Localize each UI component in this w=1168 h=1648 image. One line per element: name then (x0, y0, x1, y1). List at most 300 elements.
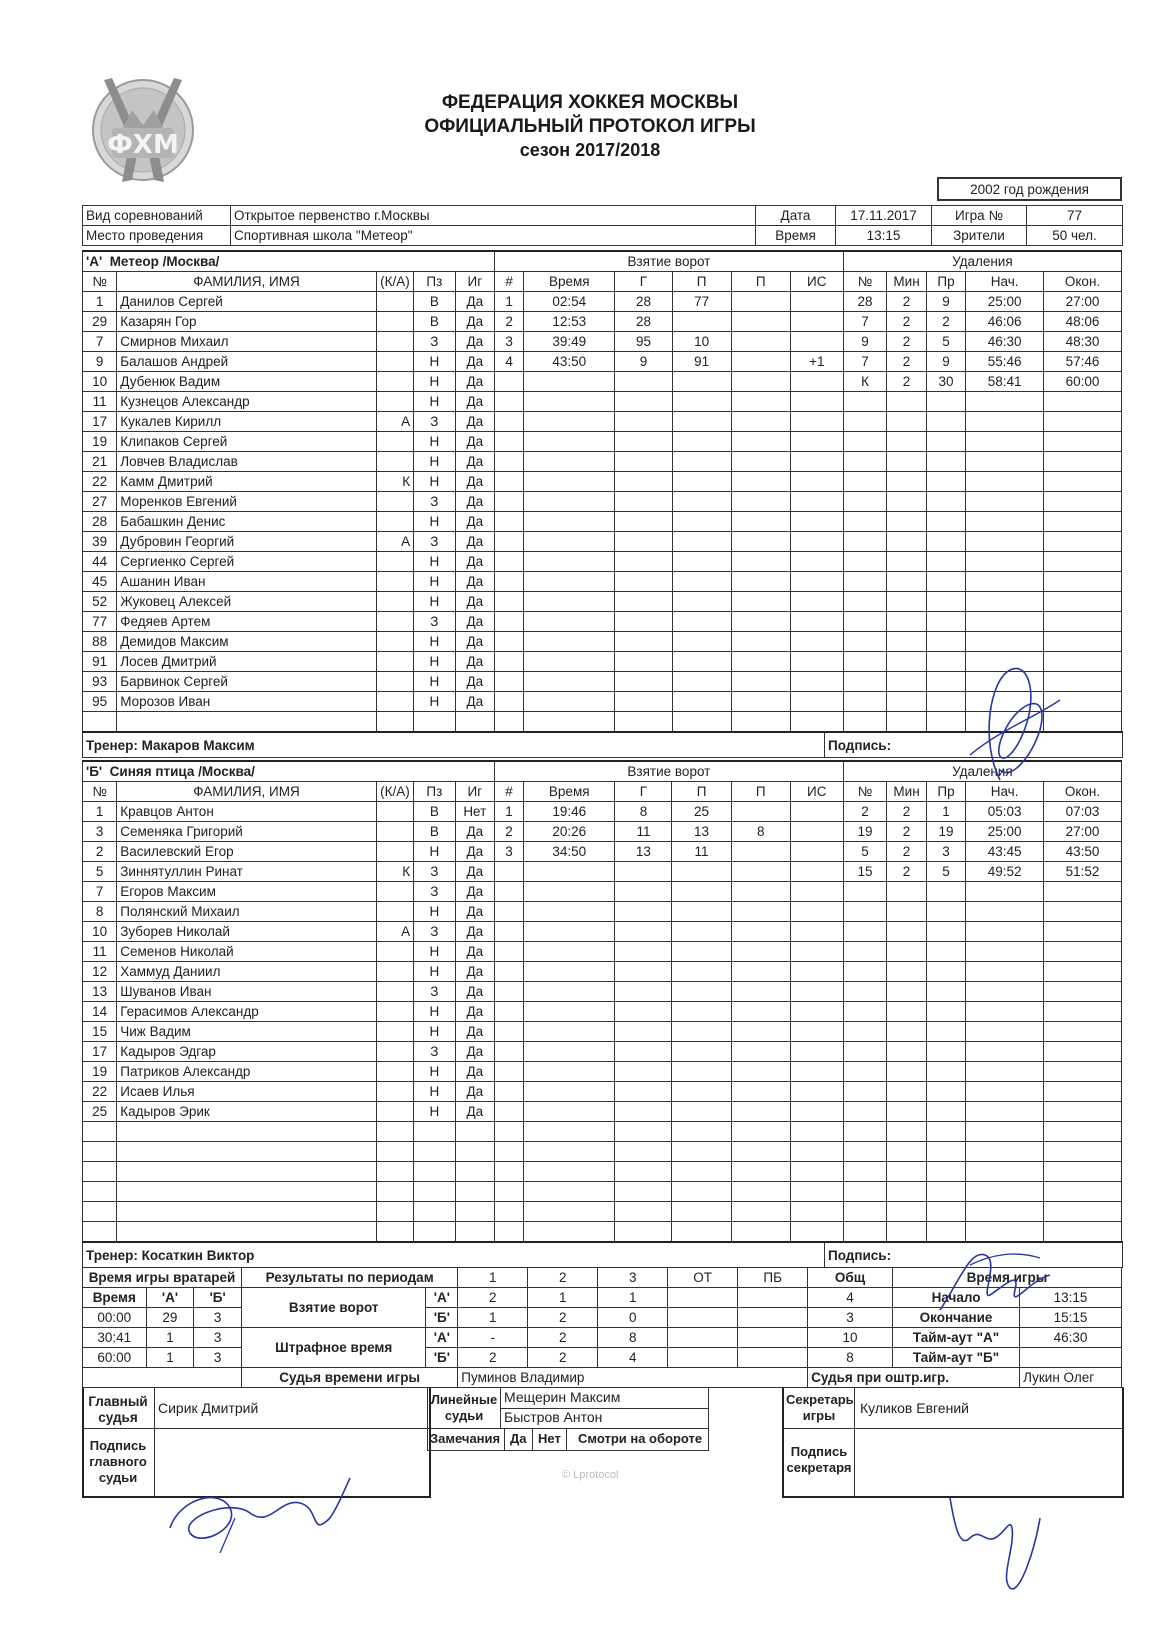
team-a-player-position: З (414, 492, 456, 512)
team-b-empty-cell (966, 1062, 1044, 1082)
team-b-empty-cell (887, 942, 926, 962)
team-a-empty-cell (1044, 592, 1122, 612)
team-b-table-row (83, 922, 1122, 942)
team-a-goal-situation (790, 292, 843, 312)
team-b-empty-cell (672, 1202, 731, 1222)
goalie-b-header: 'Б' (194, 1288, 242, 1308)
pen-b-ot (668, 1348, 738, 1368)
federation-logo (82, 70, 204, 194)
team-b-empty-cell (455, 1122, 494, 1142)
team-b-empty-cell (843, 1002, 887, 1022)
team-b-empty-cell (524, 1222, 615, 1242)
team-a-empty-cell (524, 632, 615, 652)
team-a-player-number: 88 (83, 632, 117, 652)
goals-team-b-code: 'Б' (426, 1308, 458, 1328)
team-a-empty-cell (672, 372, 731, 392)
team-a-player-played: Да (455, 592, 494, 612)
team-a-empty-cell (495, 492, 524, 512)
team-b-empty-cell (731, 1222, 790, 1242)
team-a-empty-cell (495, 512, 524, 532)
team-b-empty-cell (887, 1182, 926, 1202)
team-b-empty-cell (731, 1102, 790, 1122)
team-a-empty-cell (790, 512, 843, 532)
team-a-empty-cell (672, 572, 731, 592)
team-a-empty-cell (790, 572, 843, 592)
linesman-2: Быстров Антон (504, 1409, 603, 1425)
team-a-empty-cell (843, 592, 887, 612)
team-b-empty-cell (376, 1222, 413, 1242)
team-b-penalty-minutes: 2 (887, 822, 926, 842)
team-b-penalty-minutes: 2 (887, 842, 926, 862)
team-b-player-position: В (414, 802, 456, 822)
linesmen-label: Линейные судьи (430, 1392, 498, 1423)
team-b-empty-cell (83, 1202, 117, 1222)
team-a-empty-cell (790, 672, 843, 692)
team-b-empty-cell (926, 1102, 965, 1122)
team-b-empty-cell (376, 1182, 413, 1202)
team-b-empty-cell (414, 1182, 456, 1202)
team-b-empty-cell (887, 1222, 926, 1242)
team-a-player-played: Да (455, 332, 494, 352)
team-a-empty-cell (966, 492, 1044, 512)
team-b-player-name: Василевский Егор (117, 842, 376, 862)
team-a-goal-number: 4 (495, 352, 524, 372)
team-a-empty-cell (615, 572, 672, 592)
team-a-empty-cell (83, 712, 117, 732)
team-b-player-position: З (414, 922, 456, 942)
team-b-empty-cell (414, 1122, 456, 1142)
team-b-empty-cell (1044, 922, 1122, 942)
team-a-empty-cell (615, 532, 672, 552)
team-b-empty-cell (414, 1202, 456, 1222)
team-a-empty-cell (524, 392, 615, 412)
team-b-empty-cell (790, 1182, 843, 1202)
team-b-empty-cell (615, 1022, 672, 1042)
team-a-player-name: Кузнецов Александр (117, 392, 376, 412)
team-b-player-position: Н (414, 942, 456, 962)
team-a-empty-cell (1044, 432, 1122, 452)
team-b-empty-cell (615, 882, 672, 902)
team-b-empty-cell (966, 1162, 1044, 1182)
team-a-player-number: 10 (83, 372, 117, 392)
team-a-empty-cell (887, 712, 926, 732)
team-a-empty-cell (495, 612, 524, 632)
team-b-empty-cell (966, 962, 1044, 982)
team-a-empty-cell (1044, 392, 1122, 412)
team-b-player-number: 19 (83, 1062, 117, 1082)
team-a-col-name: ФАМИЛИЯ, ИМЯ (117, 272, 376, 292)
team-a-empty-cell (966, 672, 1044, 692)
team-b-empty-cell (843, 942, 887, 962)
team-a-goal-number: 2 (495, 312, 524, 332)
time-value: 13:15 (836, 226, 932, 246)
team-b-empty-cell (495, 962, 524, 982)
team-a-player-number: 1 (83, 292, 117, 312)
team-b-empty-cell (966, 982, 1044, 1002)
team-a-empty-cell (926, 512, 965, 532)
team-a-empty-cell (672, 472, 731, 492)
team-b-empty-cell (966, 1182, 1044, 1202)
team-b-table-row (83, 1022, 1122, 1042)
team-b-penalty-number: 15 (843, 862, 887, 882)
team-b-goal-situation (790, 822, 843, 842)
team-b-empty-cell (731, 882, 790, 902)
team-a-sign-label: Подпись: (825, 732, 1123, 758)
team-b-empty-cell (843, 1122, 887, 1142)
team-a-empty-cell (731, 532, 790, 552)
team-b-empty-cell (926, 1122, 965, 1142)
team-b-empty-cell (887, 982, 926, 1002)
team-a-empty-cell (672, 432, 731, 452)
start-label: Начало (892, 1288, 1019, 1308)
team-a-player-role (376, 352, 413, 372)
season-title: сезон 2017/2018 (519, 140, 661, 160)
team-b-empty-cell (966, 1022, 1044, 1042)
team-b-player-played: Да (455, 962, 494, 982)
team-b-empty-cell (672, 1182, 731, 1202)
team-a-player-number: 11 (83, 392, 117, 412)
team-a-player-role (376, 452, 413, 472)
team-b-empty-cell (843, 902, 887, 922)
team-a-empty-cell (887, 652, 926, 672)
team-a-empty-cell (495, 632, 524, 652)
team-b-empty-cell (414, 1162, 456, 1182)
protocol-title: ОФИЦИАЛЬНЫЙ ПРОТОКОЛ ИГРЫ (424, 116, 756, 137)
team-b-empty-cell (495, 922, 524, 942)
team-a-goal-time: 02:54 (524, 292, 615, 312)
overtime-header: ОТ (668, 1268, 738, 1288)
team-a-empty-cell (495, 472, 524, 492)
team-b-player-name: Кадыров Эрик (117, 1102, 376, 1122)
team-a-player-number: 29 (83, 312, 117, 332)
team-a-empty-cell (887, 672, 926, 692)
team-b-coach-row (82, 1241, 1123, 1268)
team-a-empty-cell (495, 452, 524, 472)
team-a-player-number: 39 (83, 532, 117, 552)
team-b-empty-cell (731, 1042, 790, 1062)
team-a-player-played: Да (455, 472, 494, 492)
team-a-table-row (83, 512, 1122, 532)
team-a-penalty-start: 55:46 (966, 352, 1044, 372)
team-b-penalty-minutes: 2 (887, 862, 926, 882)
team-b-empty-cell (455, 1182, 494, 1202)
team-a-empty-cell (524, 432, 615, 452)
team-b-empty-cell (731, 1002, 790, 1022)
team-a-player-position: Н (414, 352, 456, 372)
game-time-title: Время игры (892, 1268, 1121, 1288)
team-b-empty-cell (731, 1142, 790, 1162)
spectators-label: Зрители (932, 226, 1027, 246)
team-b-empty-cell (731, 942, 790, 962)
team-a-empty-cell (731, 472, 790, 492)
team-a-empty-cell (843, 572, 887, 592)
team-a-player-name: Камм Дмитрий (117, 472, 376, 492)
team-b-empty-cell (926, 902, 965, 922)
team-b-player-number: 2 (83, 842, 117, 862)
team-a-goal-situation (790, 312, 843, 332)
team-b-empty-cell (926, 922, 965, 942)
team-b-penalty-minutes: 2 (887, 802, 926, 822)
team-b-empty-cell (672, 1042, 731, 1062)
team-b-goal-time: 34:50 (524, 842, 615, 862)
team-b-empty-cell (966, 1222, 1044, 1242)
start-value: 13:15 (1020, 1288, 1122, 1308)
team-a-empty-cell (887, 392, 926, 412)
team-a-player-name: Лосев Дмитрий (117, 652, 376, 672)
team-a-empty-cell (672, 712, 731, 732)
team-a-empty-cell (524, 372, 615, 392)
team-a-empty-cell (926, 632, 965, 652)
pen-a-p3: 8 (598, 1328, 668, 1348)
team-a-empty-cell (966, 472, 1044, 492)
team-b-empty-cell (790, 902, 843, 922)
team-b-empty-cell (455, 1222, 494, 1242)
team-a-empty-cell (495, 672, 524, 692)
team-a-player-position: З (414, 532, 456, 552)
team-b-empty-cell (414, 1222, 456, 1242)
team-a-player-number: 77 (83, 612, 117, 632)
team-b-empty-cell (495, 862, 524, 882)
goalie-row-a: 1 (146, 1348, 194, 1368)
goals-a-pb (738, 1288, 808, 1308)
pen-b-pb (738, 1348, 808, 1368)
team-b-player-role (376, 1002, 413, 1022)
team-b-player-position: Н (414, 962, 456, 982)
team-a-empty-cell (524, 412, 615, 432)
team-b-goal-assist-2 (731, 842, 790, 862)
team-a-empty-cell (926, 692, 965, 712)
team-b-empty-cell (117, 1142, 376, 1162)
team-a-empty-cell (843, 692, 887, 712)
team-b-empty-cell (887, 1042, 926, 1062)
team-a-empty-cell (887, 532, 926, 552)
team-b-empty-cell (615, 942, 672, 962)
team-b-col-g: Г (615, 782, 672, 802)
game-info (82, 205, 1123, 246)
team-a-empty-cell (615, 612, 672, 632)
team-b-empty-cell (615, 1082, 672, 1102)
team-b-player-role (376, 1022, 413, 1042)
date-label: Дата (756, 206, 836, 226)
team-b-empty-cell (926, 882, 965, 902)
team-b-empty-cell (1044, 1142, 1122, 1162)
team-b-player-number: 5 (83, 862, 117, 882)
end-value: 15:15 (1020, 1308, 1122, 1328)
team-a-empty-cell (615, 672, 672, 692)
team-b-player-played: Да (455, 982, 494, 1002)
team-b-player-position: В (414, 822, 456, 842)
team-b-empty-cell (495, 1082, 524, 1102)
timeout-b-label: Тайм-аут "Б" (892, 1348, 1019, 1368)
goals-a-ot (668, 1288, 738, 1308)
team-b-empty-cell (376, 1202, 413, 1222)
competition-value: Открытое первенство г.Москвы (231, 206, 756, 226)
team-a-player-played: Да (455, 652, 494, 672)
date-value: 17.11.2017 (836, 206, 932, 226)
team-a-empty-cell (731, 652, 790, 672)
team-b-table-row (83, 1082, 1122, 1102)
team-b-player-played: Да (455, 922, 494, 942)
team-a-empty-cell (790, 532, 843, 552)
team-a-empty-cell (731, 492, 790, 512)
team-b-player-played: Да (455, 1102, 494, 1122)
team-a-player-played: Да (455, 612, 494, 632)
team-a-penalty-minutes: 2 (887, 332, 926, 352)
team-a-table-row (83, 712, 1122, 732)
pen-a-pb (738, 1328, 808, 1348)
team-a-empty-cell (376, 712, 413, 732)
team-a-table-row (83, 652, 1122, 672)
team-a-empty-cell (495, 652, 524, 672)
team-b-penalty-number: 2 (843, 802, 887, 822)
team-b-table-row (83, 1122, 1122, 1142)
team-a-player-position: В (414, 312, 456, 332)
period-2-header: 2 (528, 1268, 598, 1288)
pen-a-ot (668, 1328, 738, 1348)
team-b-table-row (83, 1182, 1122, 1202)
team-a-player-role (376, 572, 413, 592)
team-a-player-played: Да (455, 372, 494, 392)
team-b-empty-cell (524, 1142, 615, 1162)
team-a-goal-scorer: 9 (615, 352, 672, 372)
team-b-empty-cell (843, 962, 887, 982)
team-a-empty-cell (731, 692, 790, 712)
team-b-empty-cell (495, 1022, 524, 1042)
team-a-table (82, 250, 1122, 732)
team-b-empty-cell (495, 1102, 524, 1122)
team-a-empty-cell (887, 632, 926, 652)
team-a-empty-cell (887, 552, 926, 572)
team-b-table-row (83, 1222, 1122, 1242)
team-b-player-name: Хаммуд Даниил (117, 962, 376, 982)
team-a-coach: Тренер: Макаров Максим (83, 732, 825, 758)
team-a-empty-cell (495, 432, 524, 452)
team-b-empty-cell (790, 1042, 843, 1062)
team-b-empty-cell (731, 1202, 790, 1222)
team-a-player-name: Клипаков Сергей (117, 432, 376, 452)
team-b-empty-cell (615, 1142, 672, 1162)
team-a-player-played: Да (455, 572, 494, 592)
team-b-empty-cell (495, 1002, 524, 1022)
team-a-goal-number: 3 (495, 332, 524, 352)
team-b-empty-cell (887, 1202, 926, 1222)
team-b-player-position: Н (414, 842, 456, 862)
team-a-goal-assist-2 (731, 352, 790, 372)
team-a-empty-cell (926, 712, 965, 732)
team-b-player-position: Н (414, 902, 456, 922)
team-a-empty-cell (1044, 672, 1122, 692)
team-b-empty-cell (790, 982, 843, 1002)
team-b-empty-cell (615, 1062, 672, 1082)
team-a-col-p2: П (731, 272, 790, 292)
team-a-goal-scorer: 28 (615, 292, 672, 312)
team-b-empty-cell (790, 1142, 843, 1162)
team-a-empty-cell (887, 512, 926, 532)
goalie-a-header: 'А' (146, 1288, 194, 1308)
team-a-penalty-start: 46:06 (966, 312, 1044, 332)
team-a-penalty-end: 57:46 (1044, 352, 1122, 372)
team-a-player-role (376, 512, 413, 532)
team-b-empty-cell (615, 902, 672, 922)
team-b-empty-cell (1044, 1202, 1122, 1222)
team-a-player-role (376, 432, 413, 452)
team-b-penalty-end: 27:00 (1044, 822, 1122, 842)
team-a-empty-cell (524, 692, 615, 712)
team-a-table-row (83, 372, 1122, 392)
team-a-player-number: 7 (83, 332, 117, 352)
team-a-empty-cell (887, 452, 926, 472)
goals-b-p1: 1 (458, 1308, 528, 1328)
team-a-empty-cell (495, 572, 524, 592)
team-b-player-position: Н (414, 1002, 456, 1022)
team-a-empty-cell (672, 412, 731, 432)
secretary-box (782, 1387, 1124, 1498)
team-a-empty-cell (790, 412, 843, 432)
team-b-penalty-end: 51:52 (1044, 862, 1122, 882)
team-a-penalty-number: 28 (843, 292, 887, 312)
team-b-empty-cell (495, 1142, 524, 1162)
team-b-penalty-end: 07:03 (1044, 802, 1122, 822)
team-a-table-row (83, 612, 1122, 632)
team-b-player-position: Н (414, 1022, 456, 1042)
team-b-col-p2: П (731, 782, 790, 802)
team-a-player-name: Ашанин Иван (117, 572, 376, 592)
team-b-empty-cell (524, 1102, 615, 1122)
team-b-empty-cell (495, 1122, 524, 1142)
team-a-empty-cell (615, 712, 672, 732)
team-b-col-ka: (К/А) (376, 782, 413, 802)
team-b-empty-cell (843, 1022, 887, 1042)
team-b-empty-cell (495, 1062, 524, 1082)
team-a-player-position: Н (414, 392, 456, 412)
team-a-penalty-minutes: 2 (887, 352, 926, 372)
team-a-player-position: Н (414, 472, 456, 492)
team-a-player-name: Морозов Иван (117, 692, 376, 712)
team-a-player-position: Н (414, 452, 456, 472)
team-b-player-role (376, 1042, 413, 1062)
goalie-time-title: Время игры вратарей (83, 1268, 242, 1288)
team-b-empty-cell (615, 1202, 672, 1222)
team-b-empty-cell (524, 942, 615, 962)
team-a-player-name: Сергиенко Сергей (117, 552, 376, 572)
team-b-goal-scorer: 8 (615, 802, 672, 822)
team-a-player-role (376, 672, 413, 692)
team-b-col-pmin: Мин (887, 782, 926, 802)
team-a-empty-cell (731, 452, 790, 472)
team-a-empty-cell (615, 432, 672, 452)
team-a-empty-cell (926, 572, 965, 592)
team-a-empty-cell (966, 612, 1044, 632)
team-a-col-pos: Пз (414, 272, 456, 292)
team-b-empty-cell (790, 1102, 843, 1122)
team-b-goal-situation (790, 802, 843, 822)
team-b-empty-cell (615, 1162, 672, 1182)
team-b-empty-cell (524, 922, 615, 942)
team-b-empty-cell (672, 1142, 731, 1162)
team-b-table-row (83, 882, 1122, 902)
team-b-player-role: К (376, 862, 413, 882)
team-b-empty-cell (117, 1182, 376, 1202)
team-b-empty-cell (376, 1122, 413, 1142)
team-b-col-gtime: Время (524, 782, 615, 802)
team-b-empty-cell (672, 1102, 731, 1122)
team-b-table-row (83, 822, 1122, 842)
goalie-row-time: 00:00 (83, 1308, 147, 1328)
team-a-table-row (83, 452, 1122, 472)
team-a-empty-cell (926, 652, 965, 672)
team-a-empty-cell (672, 612, 731, 632)
team-a-table-row (83, 332, 1122, 352)
